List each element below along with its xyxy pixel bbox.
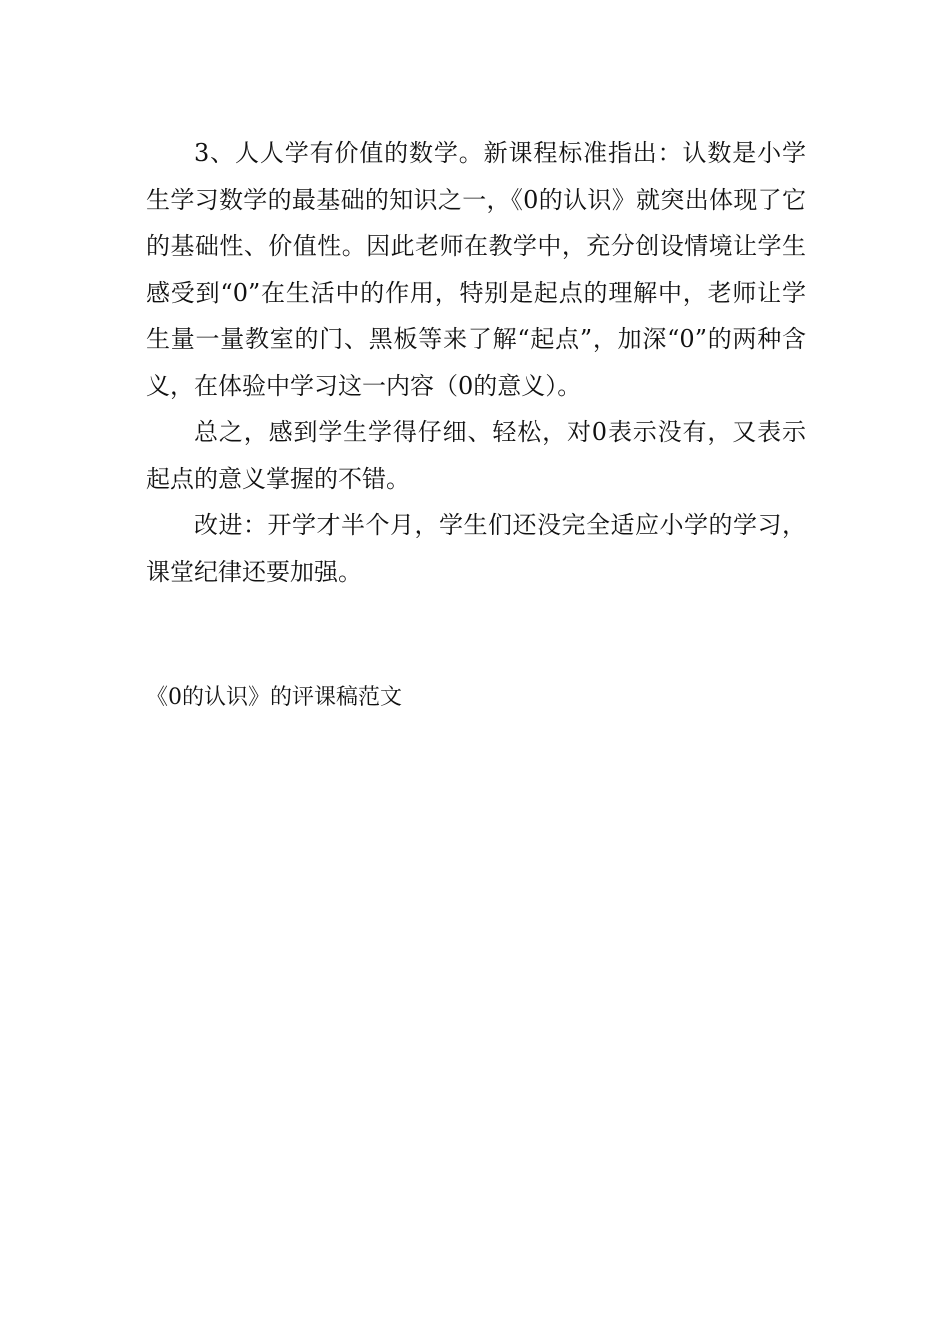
paragraph-summary: 总之，感到学生学得仔细、轻松，对0表示没有，又表示起点的意义掌握的不错。 [146,418,806,493]
paragraph-point-3: 3、人人学有价值的数学。新课程标准指出：认数是小学生学习数学的最基础的知识之一，《0的认识》就突出体现了它的基础性、价值性。因此老师在教学中，充分创设情境让学生感受到“0”在生活中的作用，特别是起点的理解中，老师让学生量一量教室的门、黑板等来了解“起点”，加深“0”的两种含义，在体验中学习这一内容（0的意义）。 [146,139,806,400]
document-body [146,130,806,595]
document-title-footer: 《0的认识》的评课稿范文 [146,685,402,710]
paragraph-improvement: 改进：开学才半个月，学生们还没完全适应小学的学习，课堂纪律还要加强。 [146,511,806,586]
